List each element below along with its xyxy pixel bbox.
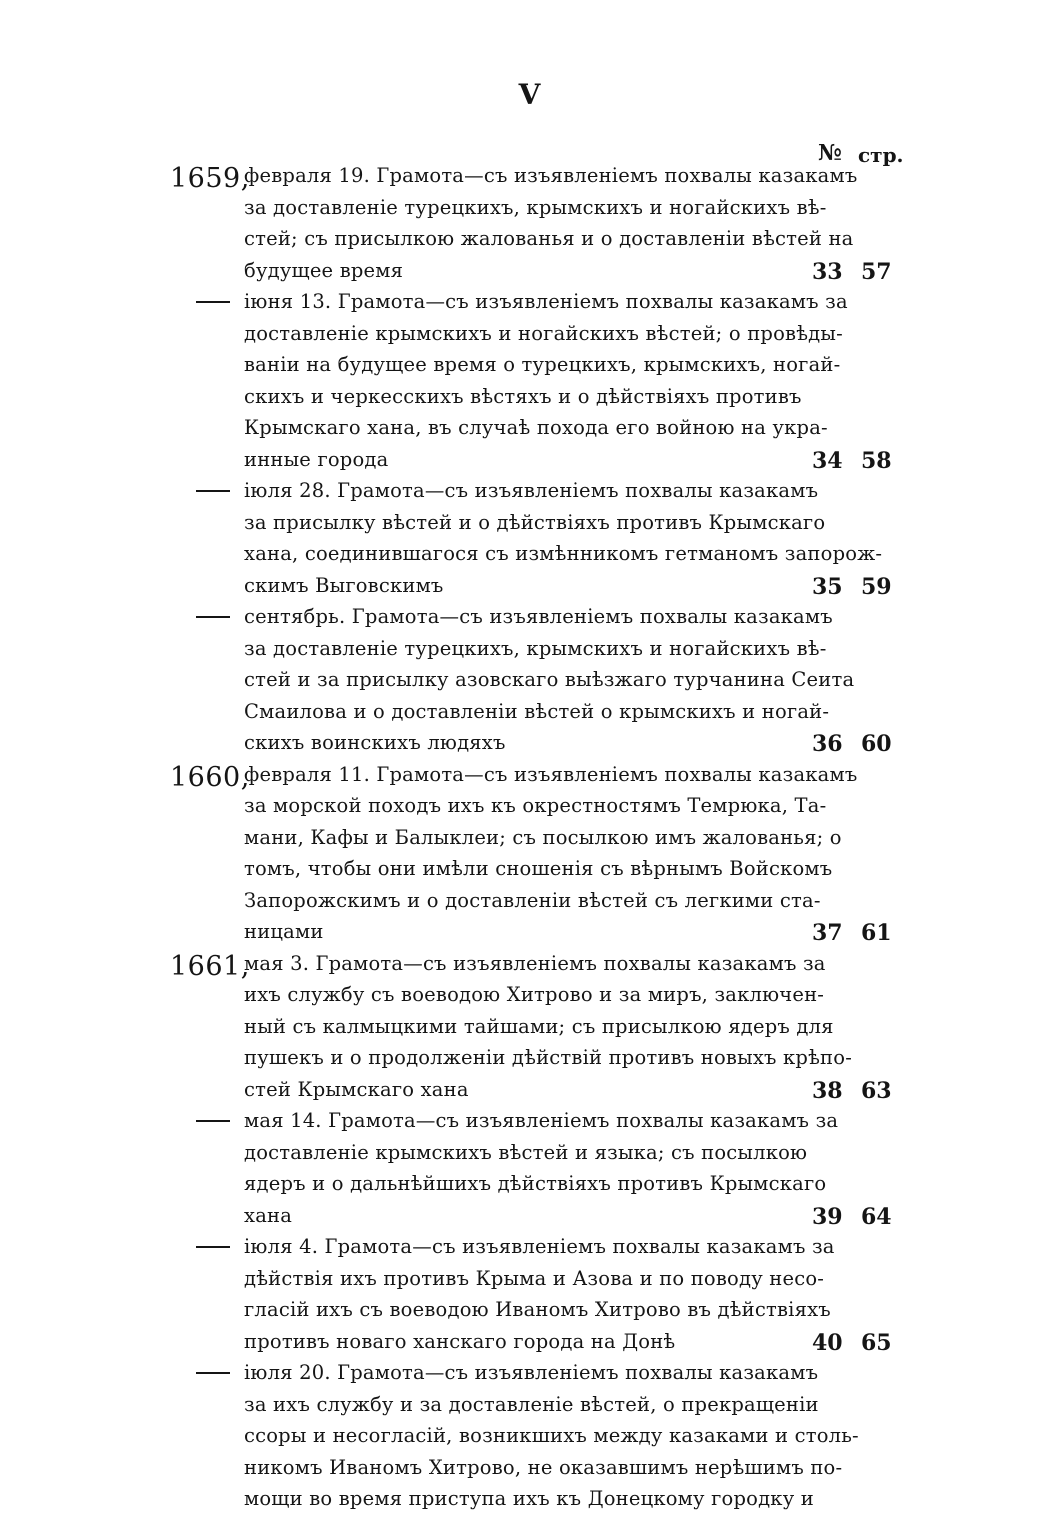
entry-line: хана: [244, 1203, 293, 1227]
ditto-dash: [196, 301, 230, 303]
entry-line: пушекъ и о продолженіи дѣйствій противъ новыхъ крѣпо-: [244, 1046, 852, 1069]
ditto-dash: [196, 1120, 230, 1122]
entry-page: 60: [861, 731, 892, 757]
entry-line: томъ, чтобы они имѣли сношенія съ вѣрнымъ Войскомъ: [244, 857, 833, 880]
entry-page: 59: [861, 573, 892, 600]
entry-line: за присылку вѣстей и о дѣйствіяхъ противъ Крымскаго: [244, 510, 826, 534]
entry-line: скихъ и черкесскихъ вѣстяхъ и о дѣйствіяхъ противъ: [244, 384, 802, 408]
entry-line: стей и за присылку азовскаго выѣзжаго турчанина Сеита: [244, 668, 855, 691]
entry-page: 57: [861, 258, 892, 285]
toc-entry: [0, 475, 1000, 601]
ditto-dash: [196, 616, 230, 618]
entry-line: скихъ воинскихъ людяхъ: [244, 731, 506, 754]
entry-line: ядеръ и о дальнѣйшихъ дѣйствіяхъ противъ Крымскаго: [244, 1172, 827, 1195]
entry-number: 33: [812, 258, 843, 285]
entry-line: ссоры и несогласій, возникшихъ между казаками и столь-: [244, 1424, 859, 1447]
toc-entry: [0, 1231, 1000, 1357]
entry-line: Крымскаго хана, въ случаѣ похода его войною на укра-: [244, 416, 828, 439]
entry-number: 38: [812, 1077, 843, 1104]
entry-line: стей Крымскаго хана: [244, 1077, 469, 1101]
entry-line: за ихъ службу и за доставленіе вѣстей, о прекращеніи: [244, 1392, 819, 1416]
column-header-number: №: [818, 140, 842, 166]
entry-page: 63: [861, 1077, 892, 1104]
toc-entry: [0, 948, 1000, 1106]
ditto-dash: [196, 490, 230, 492]
ditto-dash: [196, 1246, 230, 1248]
entry-line: ницами: [244, 920, 324, 943]
entry-line: хана, соединившагося съ измѣнникомъ гетманомъ запорож-: [244, 542, 883, 565]
entry-number: 37: [812, 920, 843, 946]
entry-line: ный съ калмыцкими тайшами; съ присылкою ядеръ для: [244, 1014, 834, 1038]
entry-line: ихъ службу съ воеводою Хитрово и за миръ, заключен-: [244, 983, 825, 1006]
entry-text: [244, 1357, 859, 1515]
entry-line: ваніи на будущее время о турецкихъ, крымскихъ, ногай-: [244, 353, 841, 376]
entry-line: мая 3. Грамота—съ изъявленіемъ похвалы казакамъ за: [244, 951, 826, 975]
entry-year: 1659,: [170, 163, 250, 194]
toc-entry: [0, 286, 1000, 475]
entry-line: доставленіе крымскихъ и ногайскихъ вѣстей; о провѣды-: [244, 321, 843, 345]
entry-page: 65: [861, 1329, 892, 1356]
entry-line: гласій ихъ съ воеводою Иваномъ Хитрово въ дѣйствіяхъ: [244, 1298, 831, 1321]
entry-line: іюля 4. Грамота—съ изъявленіемъ похвалы казакамъ за: [244, 1235, 835, 1258]
table-of-contents: [0, 160, 1000, 1515]
entry-line: февраля 19. Грамота—съ изъявленіемъ похвалы казакамъ: [244, 164, 858, 187]
entry-line: іюня 13. Грамота—съ изъявленіемъ похвалы казакамъ за: [244, 290, 848, 313]
entry-number: 35: [812, 573, 843, 600]
entry-line: никомъ Иваномъ Хитрово, не оказавшимъ нерѣшимъ по-: [244, 1455, 843, 1479]
entry-line: за морской походъ ихъ къ окрестностямъ Темрюка, Та-: [244, 794, 827, 817]
entry-line: іюля 28. Грамота—съ изъявленіемъ похвалы казакамъ: [244, 479, 819, 502]
page-number: V: [518, 78, 542, 111]
entry-page: 58: [861, 447, 892, 474]
entry-number: 34: [812, 447, 843, 474]
entry-line: февраля 11. Грамота—съ изъявленіемъ похвалы казакамъ: [244, 762, 858, 786]
column-header-page: стр.: [858, 143, 904, 167]
entry-line: сентябрь. Грамота—съ изъявленіемъ похвалы казакамъ: [244, 605, 833, 628]
entry-line: доставленіе крымскихъ вѣстей и языка; съ посылкою: [244, 1140, 808, 1164]
entry-line: скимъ Выговскимъ: [244, 573, 444, 597]
entry-line: стей; съ присылкою жалованья и о доставленіи вѣстей на: [244, 227, 854, 250]
entry-line: за доставленіе турецкихъ, крымскихъ и ногайскихъ вѣ-: [244, 195, 827, 219]
entry-line: мая 14. Грамота—съ изъявленіемъ похвалы казакамъ за: [244, 1109, 839, 1132]
entry-number: 39: [812, 1203, 843, 1230]
entry-page: 64: [861, 1203, 892, 1230]
entry-line: противъ новаго ханскаго города на Донѣ: [244, 1329, 676, 1353]
toc-entry: [0, 601, 1000, 759]
entry-number: 36: [812, 731, 843, 757]
toc-entry: [0, 1105, 1000, 1231]
entry-line: мощи во время приступа ихъ къ Донецкому городку и: [244, 1487, 814, 1510]
entry-line: мани, Кафы и Балыклеи; съ посылкою имъ жалованья; о: [244, 825, 842, 849]
entry-line: іюля 20. Грамота—съ изъявленіемъ похвалы казакамъ: [244, 1361, 819, 1384]
ditto-dash: [196, 1372, 230, 1374]
entry-line: за доставленіе турецкихъ, крымскихъ и ногайскихъ вѣ-: [244, 636, 827, 660]
entry-line: Смаилова и о доставленіи вѣстей о крымскихъ и ногай-: [244, 699, 830, 723]
entry-line: дѣйствія ихъ противъ Крыма и Азова и по поводу несо-: [244, 1266, 825, 1290]
entry-year: 1660,: [170, 761, 250, 793]
entry-number: 40: [812, 1329, 843, 1356]
toc-entry: [0, 160, 1000, 286]
toc-entry: [0, 759, 1000, 948]
toc-entry: [0, 1357, 1000, 1515]
entry-line: Запорожскимъ и о доставленіи вѣстей съ легкими ста-: [244, 888, 821, 912]
entry-page: 61: [861, 920, 892, 946]
entry-line: инные города: [244, 447, 389, 471]
entry-year: 1661,: [170, 950, 250, 982]
entry-line: будущее время: [244, 258, 404, 282]
